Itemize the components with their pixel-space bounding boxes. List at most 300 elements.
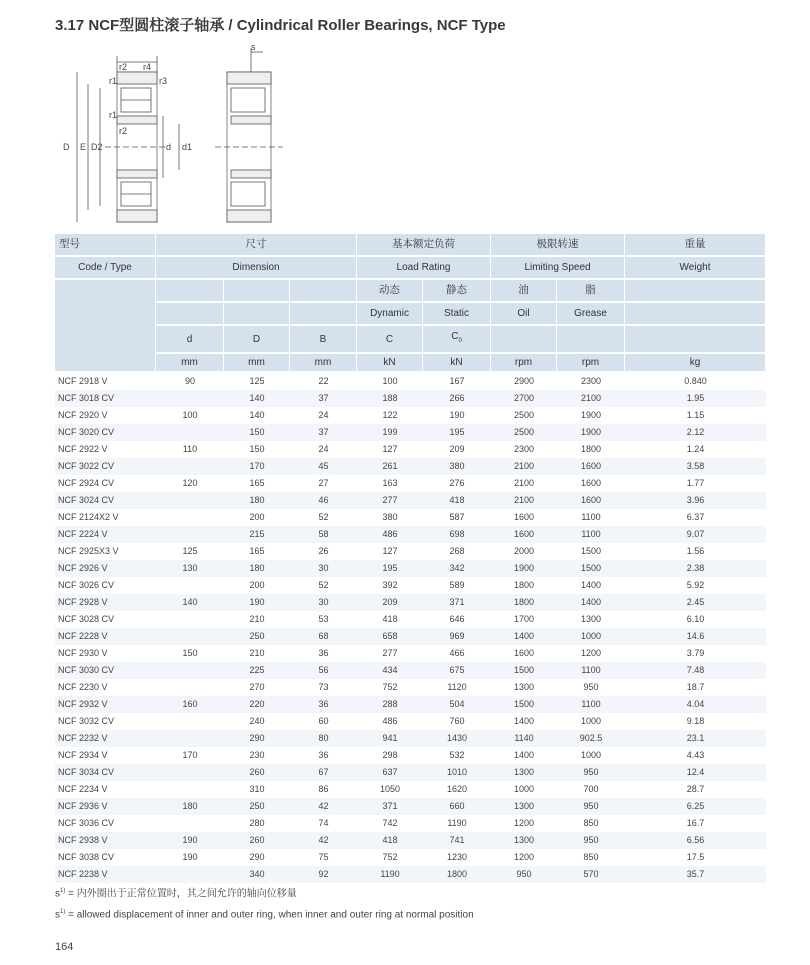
header-static-cn: 静态: [423, 280, 491, 303]
cell-weight: 2.38: [625, 560, 766, 577]
cell-grease: 1900: [557, 407, 625, 424]
cell-weight: 4.04: [625, 696, 766, 713]
cell-d: [156, 628, 224, 645]
table-row: [55, 713, 766, 730]
cell-C: 418: [357, 832, 423, 849]
cell-weight: 7.48: [625, 662, 766, 679]
table-row: [55, 628, 766, 645]
cell-D: 180: [224, 560, 290, 577]
cell-C0: 532: [423, 747, 491, 764]
cell-oil: 1300: [491, 832, 557, 849]
table-row: [55, 543, 766, 560]
cell-B: 92: [290, 866, 357, 883]
table-row: [55, 679, 766, 696]
cell-D: 220: [224, 696, 290, 713]
cell-code: NCF 3038 CV: [55, 849, 156, 866]
header-B-spacer: [290, 280, 357, 303]
cell-C: 298: [357, 747, 423, 764]
footnote-en-text: = allowed displacement of inner and outer ring, when inner and outer ring at normal position: [65, 909, 474, 921]
cell-D: 210: [224, 611, 290, 628]
header-dimension-en: Dimension: [156, 257, 357, 280]
cell-C0: 1120: [423, 679, 491, 696]
footnotes: [55, 882, 474, 925]
cell-code: NCF 3032 CV: [55, 713, 156, 730]
cell-B: 30: [290, 594, 357, 611]
header-unit-B: mm: [290, 354, 357, 373]
table-row: [55, 815, 766, 832]
table-row: [55, 849, 766, 866]
cell-C0: 1620: [423, 781, 491, 798]
cell-code: NCF 3024 CV: [55, 492, 156, 509]
table-row: [55, 526, 766, 543]
cell-oil: 1800: [491, 577, 557, 594]
cell-C: 127: [357, 441, 423, 458]
cell-C: 486: [357, 713, 423, 730]
cell-B: 67: [290, 764, 357, 781]
label-D: D: [63, 142, 70, 152]
cell-d: [156, 390, 224, 407]
table-row: [55, 832, 766, 849]
cell-D: 280: [224, 815, 290, 832]
cell-D: 170: [224, 458, 290, 475]
cell-code: NCF 2922 V: [55, 441, 156, 458]
table-row: [55, 441, 766, 458]
cell-oil: 1700: [491, 611, 557, 628]
header-speed-cn: 极限转速: [491, 234, 625, 257]
label-d1: d1: [182, 142, 193, 152]
cell-code: NCF 3030 CV: [55, 662, 156, 679]
cell-weight: 0.840: [625, 373, 766, 390]
cell-grease: 850: [557, 849, 625, 866]
cell-code: NCF 2928 V: [55, 594, 156, 611]
cell-grease: 1900: [557, 424, 625, 441]
cell-grease: 1500: [557, 543, 625, 560]
cell-grease: 950: [557, 679, 625, 696]
cell-B: 60: [290, 713, 357, 730]
cell-grease: 1600: [557, 492, 625, 509]
cell-d: 190: [156, 849, 224, 866]
header-unit-weight: kg: [625, 354, 766, 373]
header-D-spacer-2: [224, 303, 290, 326]
cell-d: 140: [156, 594, 224, 611]
cell-weight: 17.5: [625, 849, 766, 866]
cell-d: [156, 577, 224, 594]
cell-C0: 741: [423, 832, 491, 849]
cell-d: [156, 679, 224, 696]
cell-d: [156, 526, 224, 543]
cell-C0: 466: [423, 645, 491, 662]
cell-B: 80: [290, 730, 357, 747]
cell-weight: 6.56: [625, 832, 766, 849]
cell-grease: 1600: [557, 458, 625, 475]
header-d-spacer-2: [156, 303, 224, 326]
cell-C: 637: [357, 764, 423, 781]
header-unit-C0: kN: [423, 354, 491, 373]
cell-d: [156, 458, 224, 475]
cell-weight: 1.24: [625, 441, 766, 458]
cell-weight: 12.4: [625, 764, 766, 781]
cell-oil: 2500: [491, 424, 557, 441]
cell-B: 37: [290, 424, 357, 441]
cell-oil: 1400: [491, 747, 557, 764]
header-dynamic-cn: 动态: [357, 280, 423, 303]
cell-d: 180: [156, 798, 224, 815]
label-r2: r2: [119, 62, 128, 72]
cell-C0: 167: [423, 373, 491, 390]
cell-B: 45: [290, 458, 357, 475]
header-oil-en: Oil: [491, 303, 557, 326]
footnote-en: [55, 903, 474, 924]
cell-oil: 1800: [491, 594, 557, 611]
cell-D: 240: [224, 713, 290, 730]
cell-d: [156, 815, 224, 832]
label-r3: r3: [159, 76, 168, 86]
header-unit-d: mm: [156, 354, 224, 373]
table-row: [55, 747, 766, 764]
bearing-specs-table: [55, 234, 766, 883]
cell-code: NCF 2932 V: [55, 696, 156, 713]
cell-C: 288: [357, 696, 423, 713]
table-row: [55, 458, 766, 475]
cell-code: NCF 3026 CV: [55, 577, 156, 594]
cell-C: 380: [357, 509, 423, 526]
cell-grease: 570: [557, 866, 625, 883]
cell-weight: 6.37: [625, 509, 766, 526]
cell-C: 261: [357, 458, 423, 475]
cell-C0: 380: [423, 458, 491, 475]
cell-C: 371: [357, 798, 423, 815]
cell-oil: 2100: [491, 492, 557, 509]
cell-weight: 1.56: [625, 543, 766, 560]
cell-D: 150: [224, 441, 290, 458]
cell-d: 170: [156, 747, 224, 764]
header-weight-spacer: [625, 280, 766, 303]
cell-grease: 1100: [557, 509, 625, 526]
cell-code: NCF 2918 V: [55, 373, 156, 390]
cell-B: 24: [290, 407, 357, 424]
cell-code: NCF 2232 V: [55, 730, 156, 747]
label-r2-inner: r2: [119, 126, 128, 136]
cell-d: [156, 764, 224, 781]
cell-oil: 1000: [491, 781, 557, 798]
cell-C0: 1010: [423, 764, 491, 781]
header-dimension-cn: 尺寸: [156, 234, 357, 257]
cell-d: [156, 730, 224, 747]
cell-B: 53: [290, 611, 357, 628]
table-row: [55, 866, 766, 883]
cell-code: NCF 3034 CV: [55, 764, 156, 781]
table-row: [55, 662, 766, 679]
cell-C0: 698: [423, 526, 491, 543]
cell-weight: 3.58: [625, 458, 766, 475]
cell-oil: 2900: [491, 373, 557, 390]
cell-d: 90: [156, 373, 224, 390]
cell-weight: 1.15: [625, 407, 766, 424]
cell-weight: 6.25: [625, 798, 766, 815]
cell-code: NCF 2930 V: [55, 645, 156, 662]
label-d: d: [166, 142, 172, 152]
cell-code: NCF 2228 V: [55, 628, 156, 645]
cell-oil: 1300: [491, 679, 557, 696]
header-sym-C0-letter: C: [451, 331, 459, 342]
cell-oil: 2000: [491, 543, 557, 560]
cell-code: NCF 2924 CV: [55, 475, 156, 492]
cell-C: 195: [357, 560, 423, 577]
cell-oil: 2100: [491, 475, 557, 492]
header-d-spacer: [156, 280, 224, 303]
header-unit-oil: rpm: [491, 354, 557, 373]
cell-D: 165: [224, 475, 290, 492]
cell-D: 250: [224, 628, 290, 645]
cell-D: 340: [224, 866, 290, 883]
table-row: [55, 764, 766, 781]
cell-D: 140: [224, 407, 290, 424]
cell-code: NCF 2934 V: [55, 747, 156, 764]
cell-C: 752: [357, 849, 423, 866]
header-unit-D: mm: [224, 354, 290, 373]
cell-oil: 2300: [491, 441, 557, 458]
cell-code: NCF 2936 V: [55, 798, 156, 815]
cell-oil: 1900: [491, 560, 557, 577]
table-row: [55, 475, 766, 492]
table-row: [55, 730, 766, 747]
cell-oil: 1600: [491, 645, 557, 662]
cell-C0: 190: [423, 407, 491, 424]
cell-grease: 1000: [557, 628, 625, 645]
table-row: [55, 577, 766, 594]
cell-oil: 2100: [491, 458, 557, 475]
cell-code: NCF 2926 V: [55, 560, 156, 577]
cell-oil: 2500: [491, 407, 557, 424]
cell-B: 22: [290, 373, 357, 390]
cell-weight: 23.1: [625, 730, 766, 747]
cell-weight: 18.7: [625, 679, 766, 696]
cell-code: NCF 2938 V: [55, 832, 156, 849]
header-oil-cn: 油: [491, 280, 557, 303]
cell-D: 125: [224, 373, 290, 390]
cell-D: 165: [224, 543, 290, 560]
cell-code: NCF 2230 V: [55, 679, 156, 696]
footnote-cn: [55, 882, 474, 903]
cell-C: 188: [357, 390, 423, 407]
table-row: [55, 645, 766, 662]
cell-C: 277: [357, 492, 423, 509]
cell-code: NCF 2925X3 V: [55, 543, 156, 560]
cell-d: [156, 509, 224, 526]
cell-D: 250: [224, 798, 290, 815]
header-weight-cn: 重量: [625, 234, 766, 257]
cell-C0: 195: [423, 424, 491, 441]
cell-C: 277: [357, 645, 423, 662]
label-r4: r4: [143, 62, 152, 72]
cell-C: 1190: [357, 866, 423, 883]
bearing-cross-section-diagram: [55, 44, 295, 234]
header-load-cn: 基本额定负荷: [357, 234, 491, 257]
cell-C: 742: [357, 815, 423, 832]
cell-B: 75: [290, 849, 357, 866]
cell-grease: 700: [557, 781, 625, 798]
cell-C0: 1430: [423, 730, 491, 747]
cell-oil: 1200: [491, 849, 557, 866]
footnote-cn-text: = 内外圈出于正常位置时，其之间允许的轴向位移量: [65, 888, 297, 900]
header-B-spacer-2: [290, 303, 357, 326]
header-grease-spacer: [557, 326, 625, 354]
cell-code: NCF 3020 CV: [55, 424, 156, 441]
header-weight-spacer-2: [625, 303, 766, 326]
cell-B: 26: [290, 543, 357, 560]
cell-C: 434: [357, 662, 423, 679]
cell-D: 270: [224, 679, 290, 696]
cell-C0: 276: [423, 475, 491, 492]
cell-C0: 209: [423, 441, 491, 458]
cell-weight: 6.10: [625, 611, 766, 628]
cell-weight: 2.12: [625, 424, 766, 441]
cell-oil: 1300: [491, 798, 557, 815]
cell-C0: 371: [423, 594, 491, 611]
table-row: [55, 492, 766, 509]
header-unit-grease: rpm: [557, 354, 625, 373]
cell-d: [156, 866, 224, 883]
cell-oil: 1200: [491, 815, 557, 832]
cell-D: 290: [224, 730, 290, 747]
cell-B: 46: [290, 492, 357, 509]
cell-C0: 342: [423, 560, 491, 577]
cell-B: 36: [290, 645, 357, 662]
header-sym-C0-sub: 0: [458, 338, 462, 344]
cell-B: 58: [290, 526, 357, 543]
cell-oil: 1500: [491, 696, 557, 713]
header-oil-spacer: [491, 326, 557, 354]
footnote-cn-sym: s: [55, 888, 60, 900]
cell-C0: 268: [423, 543, 491, 560]
footnote-en-sup: 1): [60, 909, 66, 916]
label-r1: r1: [109, 76, 118, 86]
cell-d: [156, 424, 224, 441]
cell-d: 100: [156, 407, 224, 424]
cell-C: 941: [357, 730, 423, 747]
cell-d: [156, 611, 224, 628]
cell-code: NCF 2234 V: [55, 781, 156, 798]
table-row: [55, 611, 766, 628]
cell-C: 209: [357, 594, 423, 611]
cell-d: 160: [156, 696, 224, 713]
cell-weight: 28.7: [625, 781, 766, 798]
footnote-en-sym: s: [55, 909, 60, 921]
table-row: [55, 509, 766, 526]
cell-d: [156, 713, 224, 730]
cell-C0: 660: [423, 798, 491, 815]
cell-oil: 1140: [491, 730, 557, 747]
cell-grease: 1000: [557, 713, 625, 730]
cell-d: 190: [156, 832, 224, 849]
cell-D: 260: [224, 832, 290, 849]
cell-B: 42: [290, 832, 357, 849]
header-D-spacer: [224, 280, 290, 303]
cell-C0: 504: [423, 696, 491, 713]
cell-B: 73: [290, 679, 357, 696]
cell-grease: 1000: [557, 747, 625, 764]
header-grease-en: Grease: [557, 303, 625, 326]
cell-d: [156, 662, 224, 679]
header-code-spacer: [55, 280, 156, 373]
table-row: [55, 781, 766, 798]
cell-grease: 1100: [557, 662, 625, 679]
cell-grease: 1800: [557, 441, 625, 458]
cell-oil: 2700: [491, 390, 557, 407]
cell-C: 127: [357, 543, 423, 560]
header-code-en: Code / Type: [55, 257, 156, 280]
cell-D: 200: [224, 509, 290, 526]
cell-weight: 1.77: [625, 475, 766, 492]
cell-grease: 850: [557, 815, 625, 832]
cell-weight: 9.18: [625, 713, 766, 730]
cell-d: 130: [156, 560, 224, 577]
cell-C0: 1800: [423, 866, 491, 883]
footnote-cn-sup: 1): [60, 888, 66, 894]
cell-weight: 1.95: [625, 390, 766, 407]
header-load-en: Load Rating: [357, 257, 491, 280]
cell-grease: 902.5: [557, 730, 625, 747]
table-row: [55, 373, 766, 390]
cell-C: 122: [357, 407, 423, 424]
cell-d: [156, 492, 224, 509]
cell-B: 56: [290, 662, 357, 679]
cell-weight: 3.79: [625, 645, 766, 662]
cell-grease: 1100: [557, 696, 625, 713]
header-dynamic-en: Dynamic: [357, 303, 423, 326]
cell-code: NCF 2124X2 V: [55, 509, 156, 526]
table-row: [55, 407, 766, 424]
cell-C: 486: [357, 526, 423, 543]
page-number: 164: [55, 941, 74, 953]
cell-grease: 1100: [557, 526, 625, 543]
cell-B: 42: [290, 798, 357, 815]
cell-d: 110: [156, 441, 224, 458]
header-sym-d: d: [156, 326, 224, 354]
cell-code: NCF 2224 V: [55, 526, 156, 543]
cell-C0: 969: [423, 628, 491, 645]
cell-B: 86: [290, 781, 357, 798]
cell-grease: 1400: [557, 577, 625, 594]
cell-d: 120: [156, 475, 224, 492]
table-row: [55, 390, 766, 407]
cell-weight: 2.45: [625, 594, 766, 611]
cell-C: 392: [357, 577, 423, 594]
cell-oil: 1500: [491, 662, 557, 679]
cell-oil: 1600: [491, 509, 557, 526]
cell-weight: 3.96: [625, 492, 766, 509]
page-title: 3.17 NCF型圆柱滚子轴承 / Cylindrical Roller Bearings, NCF Type: [55, 17, 506, 34]
cell-D: 200: [224, 577, 290, 594]
cell-C: 199: [357, 424, 423, 441]
cell-grease: 2100: [557, 390, 625, 407]
cell-C: 100: [357, 373, 423, 390]
table-row: [55, 424, 766, 441]
cell-B: 30: [290, 560, 357, 577]
label-s: s: [251, 44, 256, 52]
cell-weight: 4.43: [625, 747, 766, 764]
cell-d: 150: [156, 645, 224, 662]
header-sym-D: D: [224, 326, 290, 354]
label-D2: D2: [91, 142, 103, 152]
cell-code: NCF 2238 V: [55, 866, 156, 883]
cell-oil: 1600: [491, 526, 557, 543]
header-weight-en: Weight: [625, 257, 766, 280]
table-row: [55, 594, 766, 611]
cell-B: 52: [290, 509, 357, 526]
table-row: [55, 560, 766, 577]
cell-grease: 950: [557, 832, 625, 849]
